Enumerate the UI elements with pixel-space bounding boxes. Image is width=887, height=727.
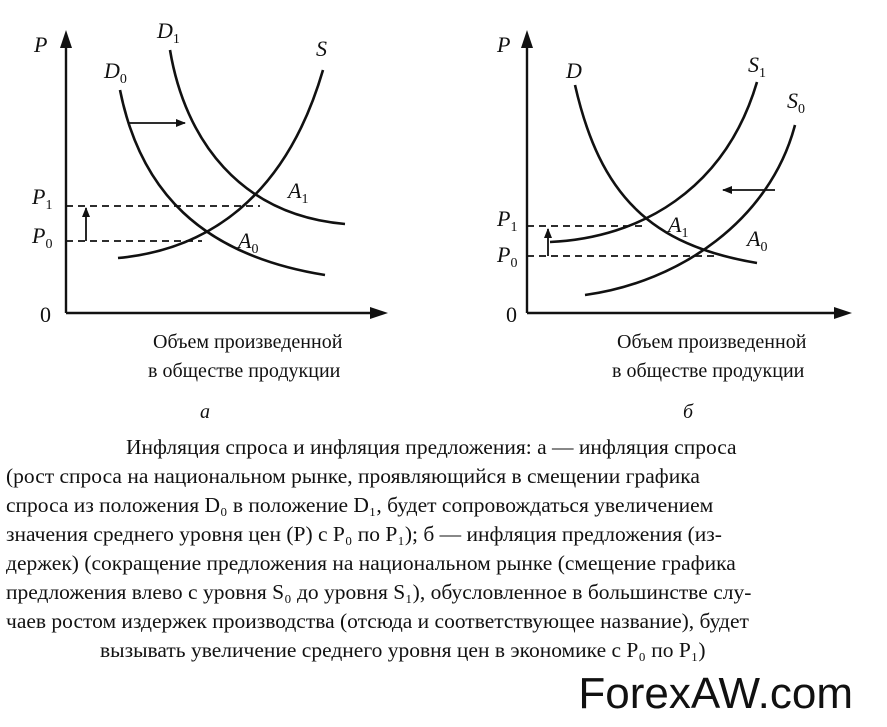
panel-b-a0-label: $A_0$ [747,226,768,255]
panel-b-d-label: D [566,58,582,83]
panel-a-x-axis-label-line1: Объем произведенной [153,331,343,353]
panel-a-y-axis-label: P [34,32,48,57]
figure-caption [6,433,884,665]
panel-a-letter: а [200,401,210,423]
panel-b-origin-label: 0 [506,302,517,327]
caption-line: (рост спроса на национальном рынке, проявляющийся в смещении графика [6,464,700,488]
panel-b-curve-d [575,85,757,263]
caption-line: спроса из положения D₀ в положение D₁, будет сопровождаться увеличением [6,493,714,517]
panel-b-y-arrowhead [521,30,533,48]
watermark: ForexAW.com [578,669,853,718]
panel-a-d0-label: $D_0$ [104,58,127,87]
panel-b-a1-label: $A_1$ [668,212,689,241]
caption-line: держек) (сокращение предложения на национальном рынке (смещение графика [6,551,736,575]
panel-b-s1-label: $S_1$ [748,52,766,81]
caption-line: чаев ростом издержек производства (отсюда и соответствующее название), будет [6,609,749,633]
caption-line: вызывать увеличение среднего уровня цен в экономике с P₀ по P₁) [100,638,706,662]
panel-a-x-axis-label-line2: в обществе продукции [148,360,341,382]
panel-b-y-axis-label: P [497,32,511,57]
panel-a-a0-label: $A_0$ [238,228,259,257]
caption-line: Инфляция спроса и инфляция предложения: а — инфляция спроса [126,435,737,459]
panel-a-curve-d1 [170,50,345,224]
caption-line: предложения влево с уровня S₀ до уровня S₁), обусловленное в большинстве слу- [6,580,752,604]
panel-b-p1-label: $P_1$ [497,206,518,235]
panel-b-x-axis-label-line2: в обществе продукции [612,360,805,382]
panel-b-s0-label: $S_0$ [787,88,805,117]
panel-b-curve-s0 [585,125,795,295]
panel-a-p1-label: $P_1$ [32,184,53,213]
panel-a-s-label: S [316,36,327,61]
panel-a-a1-label: $A_1$ [288,178,309,207]
panel-b-x-axis-label-line1: Объем произведенной [617,331,807,353]
panel-a-x-arrowhead [370,307,388,319]
panel-b [496,30,852,423]
caption-line: значения среднего уровня цен (P) с P₀ по P₁); б — инфляция предложения (из- [6,522,722,546]
panel-b-letter: б [683,401,694,423]
panel-a-d1-label: $D_1$ [157,18,180,47]
panel-a-p0-label: $P_0$ [32,223,53,252]
panel-a-origin-label: 0 [40,302,51,327]
panel-a [31,18,388,423]
panel-a-y-arrowhead [60,30,72,48]
panel-b-x-arrowhead [834,307,852,319]
panel-b-p0-label: $P_0$ [497,242,518,271]
